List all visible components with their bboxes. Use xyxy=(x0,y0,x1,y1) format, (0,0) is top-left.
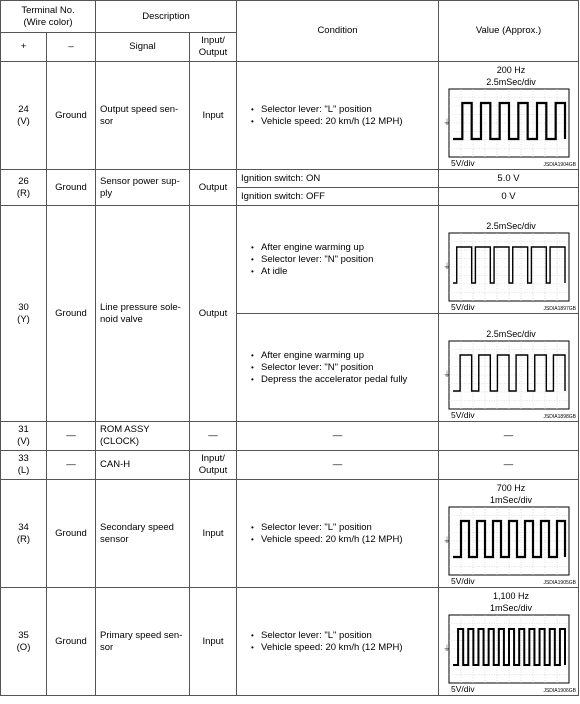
condition-item: • Selector lever: "L" position xyxy=(251,522,434,534)
oscilloscope-figure xyxy=(439,206,579,312)
pwm-wave xyxy=(453,355,565,391)
ground-cell: Ground xyxy=(47,62,96,170)
wire-color: (R) xyxy=(16,187,31,199)
volts-per-div-label: 5V/div xyxy=(451,576,475,586)
io-cell: Input xyxy=(190,480,237,588)
timebase-label: 1mSec/div xyxy=(490,603,533,613)
terminal-cell xyxy=(1,206,47,422)
oscilloscope-figure xyxy=(439,480,579,586)
figure-code: JSDIA1905GB xyxy=(543,580,577,586)
signal-line-2: sor xyxy=(100,115,114,127)
wire-color: (Y) xyxy=(17,313,30,325)
terminal-cell xyxy=(1,480,47,588)
condition-cell xyxy=(237,314,439,422)
terminal-cell xyxy=(1,588,47,696)
condition-item: • After engine warming up xyxy=(251,242,434,254)
timebase-label: 2.5mSec/div xyxy=(486,329,536,339)
condition-header: Condition xyxy=(237,1,439,62)
terminal-cell xyxy=(1,451,47,480)
oscilloscope-figure xyxy=(439,588,579,694)
signal-cell xyxy=(96,480,190,588)
ground-cell: Ground xyxy=(47,588,96,696)
ground-marker-icon: ⏚ xyxy=(443,644,452,653)
wire-color: (R) xyxy=(16,533,31,545)
figure-code: JSDIA1897GB xyxy=(543,306,577,312)
square-wave xyxy=(453,521,565,557)
value-cell xyxy=(439,480,579,588)
pwm-wave xyxy=(453,247,565,283)
condition-cell xyxy=(237,588,439,696)
condition-item: • Vehicle speed: 20 km/h (12 MPH) xyxy=(251,116,434,128)
table-row-34 xyxy=(1,480,579,588)
value-cell: — xyxy=(439,451,579,480)
table-row-35 xyxy=(1,588,579,696)
wire-color: (V) xyxy=(17,115,30,127)
condition-cell xyxy=(237,480,439,588)
header-row-1 xyxy=(1,1,579,33)
ground-cell: Ground xyxy=(47,170,96,206)
table-row-26-on xyxy=(1,170,579,188)
condition-list xyxy=(241,104,434,128)
ground-marker-icon: ⏚ xyxy=(443,536,452,545)
signal-cell xyxy=(96,422,190,451)
terminal-number: 26 xyxy=(18,175,29,187)
signal-line-1: ROM ASSY xyxy=(100,424,150,435)
terminal-number: 35 xyxy=(18,629,29,641)
terminal-cell xyxy=(1,170,47,206)
condition-cell: — xyxy=(237,451,439,480)
io-cell: Output xyxy=(190,170,237,206)
ground-marker-icon: ⏚ xyxy=(443,262,452,271)
terminal-cell xyxy=(1,422,47,451)
condition-item: • At idle xyxy=(251,266,434,278)
condition-list xyxy=(241,350,434,386)
input-output-header xyxy=(190,33,237,62)
signal-line-2: noid valve xyxy=(100,313,143,325)
condition-list xyxy=(241,242,434,278)
condition-item: • Depress the accelerator pedal fully xyxy=(251,374,434,386)
volts-per-div-label: 5V/div xyxy=(451,158,475,168)
signal-line-1: Secondary speed xyxy=(100,521,174,533)
wire-color: (L) xyxy=(17,465,30,476)
condition-item: • Selector lever: "N" position xyxy=(251,362,434,374)
table-row-30-idle xyxy=(1,206,579,314)
condition-cell xyxy=(237,206,439,314)
terminal-number: 24 xyxy=(18,103,29,115)
value-cell xyxy=(439,206,579,314)
figure-code: JSDIA1904GB xyxy=(543,162,577,168)
io-cell: Output xyxy=(190,206,237,422)
signal-header: Signal xyxy=(96,33,190,62)
condition-list xyxy=(241,522,434,546)
condition-item: • Selector lever: "L" position xyxy=(251,104,434,116)
signal-line-2: sensor xyxy=(100,533,129,545)
oscilloscope-figure xyxy=(439,314,579,420)
terminal-number: 33 xyxy=(18,453,29,464)
oscilloscope-svg xyxy=(439,588,579,694)
ground-cell: Ground xyxy=(47,480,96,588)
wire-color: (O) xyxy=(16,641,31,653)
io-line-2: Output xyxy=(198,465,228,476)
io-label-2: Output xyxy=(198,47,228,58)
table-row-33 xyxy=(1,451,579,480)
terminal-number: 34 xyxy=(18,521,29,533)
condition-cell xyxy=(237,62,439,170)
condition-cell: Ignition switch: OFF xyxy=(237,188,439,206)
ground-cell: — xyxy=(47,422,96,451)
signal-line-1: Sensor power sup- xyxy=(100,175,180,187)
wire-color: (V) xyxy=(17,436,30,447)
timebase-label: 2.5mSec/div xyxy=(486,77,536,87)
oscilloscope-svg xyxy=(439,480,579,586)
terminal-no-label: Terminal No. xyxy=(21,4,75,16)
timebase-label: 2.5mSec/div xyxy=(486,221,536,231)
signal-cell: CAN-H xyxy=(96,451,190,480)
value-cell: 5.0 V xyxy=(439,170,579,188)
io-cell: Input xyxy=(190,588,237,696)
condition-item: • After engine warming up xyxy=(251,350,434,362)
value-cell: 0 V xyxy=(439,188,579,206)
signal-line-2: (CLOCK) xyxy=(100,436,140,447)
table-row-31 xyxy=(1,422,579,451)
minus-header: – xyxy=(47,33,96,62)
io-cell: — xyxy=(190,422,237,451)
condition-item: • Vehicle speed: 20 km/h (12 MPH) xyxy=(251,534,434,546)
ground-marker-icon: ⏚ xyxy=(443,118,452,127)
terminal-number: 30 xyxy=(18,301,29,313)
figure-code: JSDIA1906GB xyxy=(543,688,577,694)
condition-cell: — xyxy=(237,422,439,451)
value-cell: — xyxy=(439,422,579,451)
signal-cell xyxy=(96,588,190,696)
figure-code: JSDIA1898GB xyxy=(543,414,577,420)
value-cell xyxy=(439,588,579,696)
description-header: Description xyxy=(96,1,237,33)
io-cell: Input xyxy=(190,62,237,170)
value-header: Value (Approx.) xyxy=(439,1,579,62)
value-cell xyxy=(439,62,579,170)
ground-cell: — xyxy=(47,451,96,480)
frequency-label: 200 Hz xyxy=(496,65,526,75)
signal-line-1: Output speed sen- xyxy=(100,103,179,115)
signal-cell xyxy=(96,62,190,170)
terminal-number: 31 xyxy=(18,424,29,435)
table-row-24 xyxy=(1,62,579,170)
value-cell xyxy=(439,314,579,422)
volts-per-div-label: 5V/div xyxy=(451,302,475,312)
ground-marker-icon: ⏚ xyxy=(443,370,452,379)
square-wave xyxy=(453,103,565,139)
condition-item: • Selector lever: "L" position xyxy=(251,630,434,642)
terminal-cell xyxy=(1,62,47,170)
signal-cell xyxy=(96,206,190,422)
io-line-1: Input/ xyxy=(201,453,225,464)
signal-line-2: ply xyxy=(100,187,113,199)
signal-line-2: sor xyxy=(100,641,114,653)
ground-cell: Ground xyxy=(47,206,96,422)
oscilloscope-svg xyxy=(439,206,579,312)
square-wave xyxy=(453,629,565,665)
condition-item: • Selector lever: "N" position xyxy=(251,254,434,266)
plus-header: + xyxy=(1,33,47,62)
condition-list xyxy=(241,630,434,654)
signal-line-1: Line pressure sole- xyxy=(100,301,181,313)
oscilloscope-figure xyxy=(439,62,579,168)
condition-item: • Vehicle speed: 20 km/h (12 MPH) xyxy=(251,642,434,654)
volts-per-div-label: 5V/div xyxy=(451,684,475,694)
condition-cell: Ignition switch: ON xyxy=(237,170,439,188)
io-cell xyxy=(190,451,237,480)
timebase-label: 1mSec/div xyxy=(490,495,533,505)
io-label-1: Input/ xyxy=(201,35,225,46)
volts-per-div-label: 5V/div xyxy=(451,410,475,420)
terminal-no-header xyxy=(1,1,96,33)
signal-cell xyxy=(96,170,190,206)
signal-line-1: Primary speed sen- xyxy=(100,629,183,641)
frequency-label: 700 Hz xyxy=(496,483,526,493)
wire-color-label: (Wire color) xyxy=(23,16,73,28)
oscilloscope-svg xyxy=(439,314,579,420)
frequency-label: 1,100 Hz xyxy=(493,591,530,601)
oscilloscope-svg xyxy=(439,62,579,168)
